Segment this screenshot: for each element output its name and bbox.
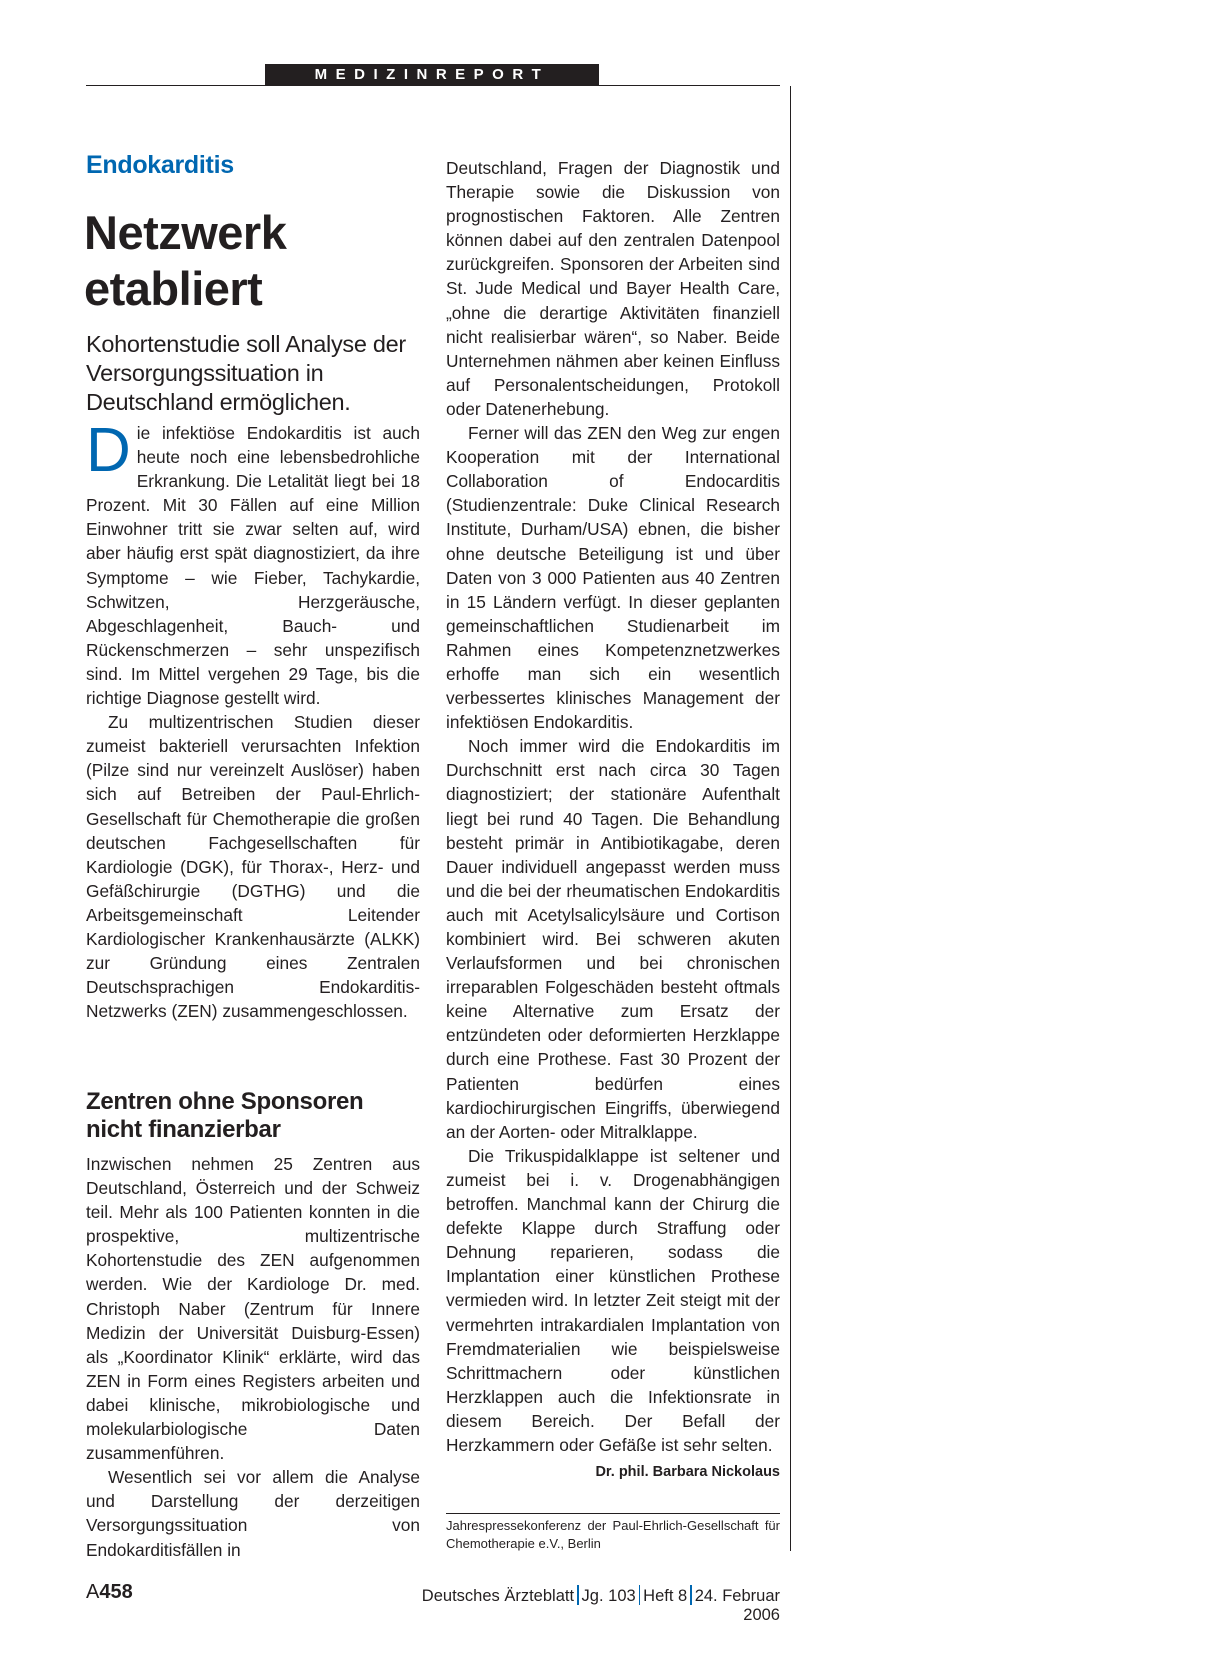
paragraph-7 <box>446 1144 780 1481</box>
note-rule <box>446 1513 780 1514</box>
paragraph-3: Inzwischen nehmen 25 Zentren aus Deutschland, Österreich und der Schweiz teil. Mehr als 100 Patienten konnten in die prospektive, multizentrische Kohortenstudie des ZEN aufgenommen werden. Wie der Kardiologe Dr. med. Christoph Naber (Zentrum für Innere Medizin der Universität Duisburg-Essen) als „Koordinator Klinik“ erklärte, wird das ZEN in Form eines Registers arbeiten und dabei klinische, mikrobiologische und molekularbiologische Daten zusammenführen. <box>86 1154 420 1464</box>
paragraph-5: Ferner will das ZEN den Weg zur engen Kooperation mit der International Collaboration of Endocarditis (Studienzentrale: Duke Clinical Research Institute, Durham/USA) ebnen, die bisher ohne deutsche Beteiligung ist und über Daten von 3 000 Patienten aus 40 Zentren in 15 Ländern verfügt. In dieser geplanten gemeinschaftlichen Studienarbeit im Rahmen eines Kompetenznetzwerkes erhoffe man sich ein wesentlich verbessertes klinisches Management der infektiösen Endokarditis. <box>446 423 780 733</box>
paragraph-4-continued: Deutschland, Fragen der Diagnostik und Therapie sowie die Diskussion von prognostischen Faktoren. Alle Zentren können dabei auf den zentralen Datenpool zurückgreifen. Sponsoren der Arbeiten sind St. Jude Medical und Bayer Health Care, „ohne die derartige Aktivitäten finanziell nicht realisierbar wären“, so Naber. Beide Unternehmen nähmen aber keinen Einfluss auf Personalentscheidungen, Protokoll oder Datenerhebung. <box>446 158 780 419</box>
journal-volume: Jg. 103 <box>581 1587 636 1605</box>
journal-name: Deutsches Ärzteblatt <box>421 1587 575 1605</box>
paragraph-4: Wesentlich sei vor allem die Analyse und Darstellung der derzeitigen Versorgungssituation von Endokarditisfällen in <box>86 1467 420 1560</box>
section-heading-line1: Zentren ohne Sponsoren <box>86 1088 364 1115</box>
paragraph-2: Zu multizentrischen Studien dieser zumeist bakteriell verursachten Infektion (Pilze sind nur vereinzelt Auslöser) haben sich auf Betreiben der Paul-Ehrlich-Gesellschaft für Chemotherapie die großen deutschen Fachgesellschaften für Kardiologie (DGK), für Thorax-, Herz- und Gefäßchirurgie (DGTHG) und die Arbeitsgemeinschaft Leitender Kardiologischer Krankenhausärzte (ALKK) zur Gründung eines Zentralen Deutschsprachigen Endokarditis-Netzwerks (ZEN) zusammengeschlossen. <box>86 712 420 1022</box>
section-label: MEDIZINREPORT <box>265 64 599 86</box>
page-number <box>86 1581 133 1604</box>
paragraph-6: Noch immer wird die Endokarditis im Durchschnitt erst nach circa 30 Tagen diagnostiziert; der stationäre Aufenthalt liegt bei rund 40 Tagen. Die Behandlung besteht primär in Antibiotikagabe, deren Dauer individuell angepasst werden muss und die bei der rheumatischen Endokarditis auch mit Acetylsalicylsäure und Cortison kombiniert wird. Bei schweren akuten Verlaufsformen und bei chronischen irreparablen Folgeschäden besteht oftmals keine Alternative zum Ersatz der entzündeten oder deformierten Herzklappe durch eine Prothese. Fast 30 Prozent der Patienten bedürfen eines kardiochirurgischen Eingriffs, überwiegend an der Aorten- oder Mitralklappe. <box>446 736 780 1142</box>
article-title <box>84 205 424 317</box>
paragraph-7-text: Die Trikuspidalklappe ist seltener und zumeist bei i. v. Drogenabhängigen betroffen. Manchmal kann der Chirurg die defekte Klappe durch Straffung oder Dehnung reparieren, sodass die Implantation einer künstlichen Prothese vermieden wird. In letzter Zeit steigt mit der vermehrten intrakardialen Implantation von Fremdmaterialien wie beispielsweise Schrittmachern oder künstlichen Herzklappen auch die Infektionsrate in diesem Bereich. Der Befall der Herzkammern oder Gefäße ist sehr selten. <box>446 1145 780 1455</box>
journal-info <box>394 1585 780 1625</box>
section-heading-line2: nicht finanzierbar <box>86 1116 281 1143</box>
section-heading <box>86 1088 416 1144</box>
article-title-line2: etabliert <box>84 262 263 315</box>
article-kicker: Endokarditis <box>86 151 234 179</box>
separator <box>577 1585 579 1605</box>
paragraph-1-text: ie infektiöse Endokarditis ist auch heute noch eine lebensbedrohliche Erkrankung. Die Letalität liegt bei 18 Prozent. Mit 30 Fällen auf eine Million Einwohner tritt sie zwar selten auf, wird aber häufig erst spät diagnostiziert, da ihre Symptome – wie Fieber, Tachykardie, Schwitzen, Herzgeräusche, Abgeschlagenheit, Bauch- und Rückenschmerzen – sehr unspezifisch sind. Im Mittel vergehen 29 Tage, bis die richtige Diagnose gestellt wird. <box>86 423 420 709</box>
column-rule <box>790 86 791 1551</box>
drop-cap: D <box>86 416 131 485</box>
header-rule <box>86 85 780 86</box>
separator <box>639 1585 641 1605</box>
left-column-bottom <box>86 1152 420 1562</box>
article-subtitle: Kohortenstudie soll Analyse der Versorgungssituation in Deutschland ermöglichen. <box>86 331 406 415</box>
left-column-top <box>86 416 420 1023</box>
source-note: Jahrespressekonferenz der Paul-Ehrlich-Gesellschaft für Chemotherapie e.V., Berlin <box>446 1518 780 1551</box>
page-prefix: A <box>86 1581 100 1603</box>
article-title-line1: Netzwerk <box>84 206 287 259</box>
journal-issue: Heft 8 <box>643 1587 688 1605</box>
journal-date: 24. Februar 2006 <box>694 1587 780 1624</box>
paragraph-1 <box>86 416 420 710</box>
right-column <box>446 156 780 1484</box>
page-number-value: 458 <box>99 1581 133 1603</box>
separator <box>690 1585 692 1605</box>
author-name: Dr. phil. Barbara Nickolaus <box>595 1464 780 1481</box>
